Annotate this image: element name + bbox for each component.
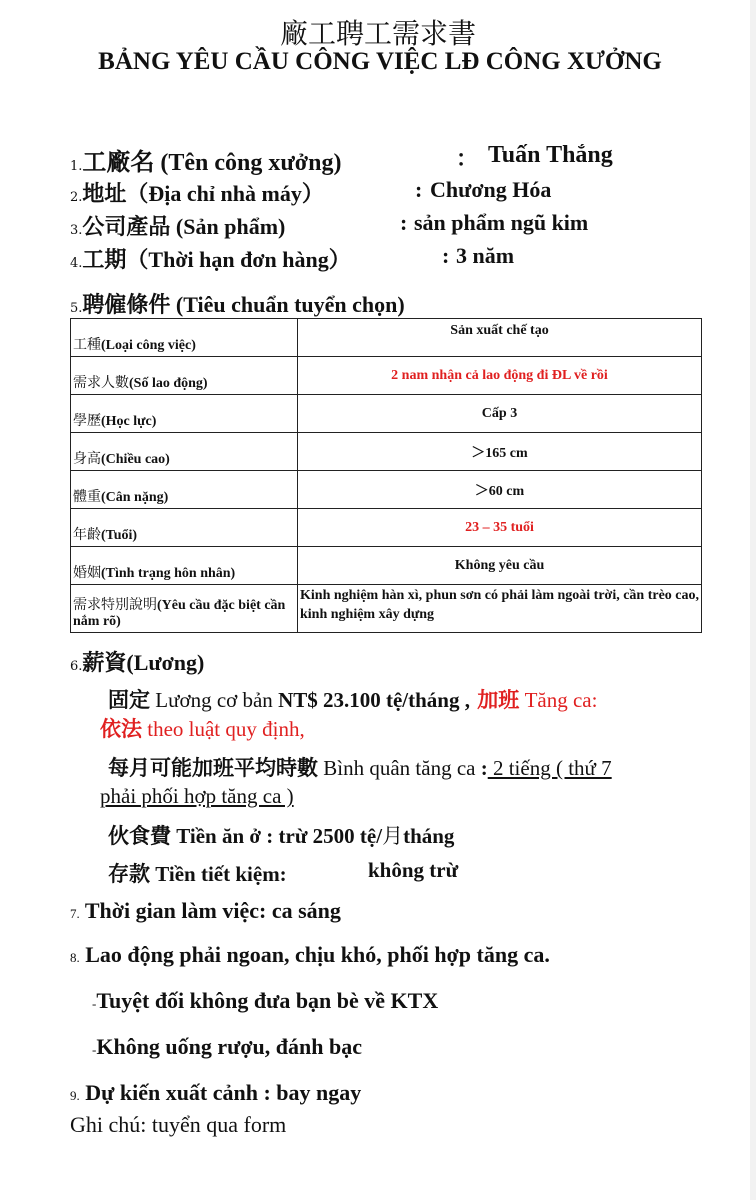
meal-fee-text: Tiền ăn ở : trừ 2500 tệ/: [171, 824, 383, 848]
item-number: 9.: [70, 1088, 80, 1103]
rule-text: Không uống rượu, đánh bạc: [96, 1034, 362, 1059]
overtime-label-chinese: 加班: [470, 688, 520, 712]
item-number: 4.: [70, 256, 83, 271]
requirement-label-chinese: 工種: [73, 337, 101, 353]
info-row-factory-name: [70, 142, 613, 177]
requirement-label-chinese: 身高: [73, 451, 101, 467]
section-selection-criteria-heading: [70, 288, 405, 319]
average-overtime-value-cont: phải phối hợp tăng ca ): [100, 784, 294, 808]
requirement-label-chinese: 需求特別說明: [73, 597, 157, 613]
label-chinese: 工期: [82, 248, 127, 273]
requirement-value: Cấp 3: [298, 395, 702, 433]
requirements-table-row: [71, 509, 702, 547]
info-row-address: [70, 177, 552, 208]
savings-label-chinese: 存款: [108, 862, 150, 886]
requirement-label: [71, 395, 298, 433]
requirements-table-row: [71, 585, 702, 633]
requirement-value: ＞60 cm: [298, 471, 702, 509]
label-chinese: 薪資: [82, 651, 127, 676]
item-number: 8.: [70, 950, 80, 965]
separator: ：: [456, 147, 479, 172]
section-conduct: [70, 942, 550, 968]
label-vietnamese: (Tên công xưởng): [154, 150, 342, 176]
requirement-label: [71, 509, 298, 547]
overtime-label: Tăng ca:: [519, 688, 598, 712]
departure-text: Dự kiến xuất cảnh : bay ngay: [85, 1080, 362, 1105]
working-time-text: Thời gian làm việc: ca sáng: [84, 898, 341, 923]
item-number: 1.: [70, 159, 83, 174]
section-salary-heading: [70, 646, 204, 677]
requirement-value: 23 – 35 tuổi: [298, 509, 702, 547]
requirement-label: [71, 319, 298, 357]
overtime-law-line: [100, 713, 305, 743]
fixed-label: Lương cơ bản: [150, 688, 279, 712]
requirements-table-row: [71, 357, 702, 395]
average-overtime-label: Bình quân tăng ca: [318, 756, 481, 780]
label-vietnamese: (Lương): [126, 650, 205, 675]
contract-term-value: 3 năm: [456, 243, 515, 268]
average-overtime-line: [108, 752, 612, 782]
salary-fixed-line: [108, 684, 597, 714]
requirement-label-chinese: 年齡: [73, 527, 101, 543]
savings-label: Tiền tiết kiệm:: [150, 862, 287, 886]
average-overtime-value: 2 tiếng ( thứ 7: [487, 756, 612, 780]
requirement-label-chinese: 學歷: [73, 413, 101, 429]
page-edge: [750, 0, 756, 1200]
factory-name-value: Tuấn Thắng: [488, 142, 613, 168]
fixed-label-chinese: 固定: [108, 688, 150, 712]
rule-dash: -: [92, 996, 97, 1011]
requirement-value: 2 nam nhận cả lao động đi ĐL về rồi: [298, 357, 702, 395]
label-vietnamese: （Địa chỉ nhà máy）: [126, 181, 324, 206]
requirement-label: [71, 547, 298, 585]
requirement-label-vietnamese: (Cân nặng): [101, 490, 169, 505]
document-title-chinese: 廠工聘工需求書: [279, 17, 476, 50]
base-salary-value: NT$ 23.100 tệ/tháng ,: [278, 688, 470, 712]
requirement-value: Sản xuất chế tạo: [298, 319, 702, 357]
rule-text: Tuyệt đối không đưa bạn bè về KTX: [96, 988, 439, 1013]
law-label-chinese: 依法: [100, 717, 142, 741]
requirement-label-chinese: 體重: [73, 489, 101, 505]
savings-line: [108, 858, 459, 888]
product-value: sản phẩm ngũ kim: [414, 210, 589, 235]
requirement-value: Không yêu cầu: [298, 547, 702, 585]
conduct-text: Lao động phải ngoan, chịu khó, phối hợp tăng ca.: [85, 942, 550, 967]
item-number: 5.: [70, 301, 83, 316]
average-overtime-colon: :: [480, 756, 488, 780]
item-number: 6.: [70, 659, 83, 674]
document-title-vietnamese: BẢNG YÊU CẦU CÔNG VIỆC LĐ CÔNG XƯỞNG: [98, 48, 662, 75]
requirement-label-vietnamese: (Yêu cầu đặc biệt cần nắm rõ): [73, 598, 286, 629]
label-vietnamese: (Tiêu chuẩn tuyển chọn): [170, 292, 405, 317]
requirement-label-vietnamese: (Học lực): [101, 414, 157, 429]
requirement-value: Kinh nghiệm hàn xì, phun sơn có phải làm ngoài trời, cần trèo cao, kinh nghiệm xây dựng: [298, 585, 702, 633]
rule-dash: -: [92, 1042, 97, 1057]
requirements-table-row: [71, 319, 702, 357]
requirement-label: [71, 585, 298, 633]
meal-fee-line: [108, 820, 454, 850]
requirements-table-row: [71, 547, 702, 585]
month-text: tháng: [403, 824, 455, 848]
label-chinese: 公司產品: [82, 215, 171, 240]
item-number: 7.: [70, 906, 80, 921]
rule-item: [92, 988, 438, 1014]
month-chinese: 月: [382, 824, 404, 848]
requirement-label-chinese: 婚姻: [73, 565, 101, 581]
label-vietnamese: (Sản phẩm): [170, 214, 286, 239]
requirement-label-vietnamese: (Chiều cao): [101, 452, 170, 467]
requirement-label-vietnamese: (Số lao động): [129, 376, 208, 391]
separator: :: [400, 210, 408, 235]
requirements-table-row: [71, 433, 702, 471]
separator: :: [415, 177, 423, 202]
section-working-time: [70, 898, 341, 924]
savings-value: không trừ: [368, 858, 459, 882]
info-row-contract-term: [70, 243, 515, 274]
law-text: theo luật quy định,: [142, 717, 305, 741]
requirement-value: ＞165 cm: [298, 433, 702, 471]
label-vietnamese: （Thời hạn đơn hàng）: [126, 247, 351, 272]
average-overtime-label-chinese: 每月可能加班平均時數: [108, 756, 318, 780]
meal-fee-label-chinese: 伙食費: [108, 824, 171, 848]
note: Ghi chú: tuyển qua form: [70, 1112, 287, 1137]
requirements-table: [70, 318, 702, 633]
requirement-label: [71, 471, 298, 509]
info-row-product: [70, 210, 589, 241]
rule-item: [92, 1034, 362, 1060]
item-number: 2.: [70, 190, 83, 205]
section-departure: [70, 1080, 361, 1106]
requirement-label: [71, 433, 298, 471]
requirements-table-row: [71, 471, 702, 509]
requirement-label-chinese: 需求人數: [73, 375, 129, 391]
separator: :: [442, 243, 450, 268]
label-chinese: 工廠名: [82, 148, 155, 176]
requirement-label: [71, 357, 298, 395]
requirement-label-vietnamese: (Tuổi): [101, 528, 138, 543]
requirements-table-row: [71, 395, 702, 433]
label-chinese: 地址: [82, 182, 127, 207]
item-number: 3.: [70, 223, 83, 238]
requirement-label-vietnamese: (Loại công việc): [101, 338, 196, 353]
requirement-label-vietnamese: (Tình trạng hôn nhân): [101, 566, 236, 581]
address-value: Chương Hóa: [430, 177, 552, 202]
label-chinese: 聘僱條件: [82, 293, 171, 318]
